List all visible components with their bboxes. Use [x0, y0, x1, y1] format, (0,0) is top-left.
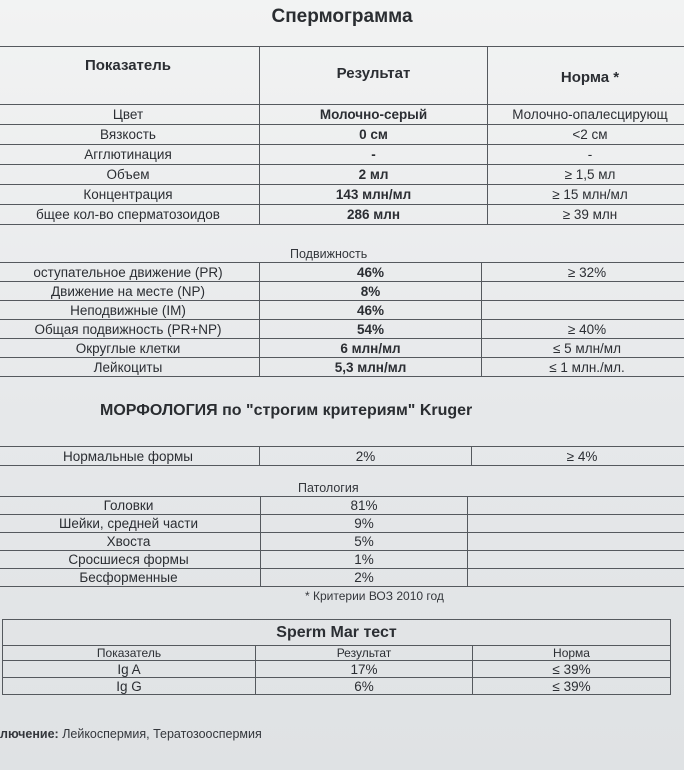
mar-header-norm: Норма: [473, 646, 671, 661]
table-row: [0, 497, 684, 515]
row-norm: [468, 515, 684, 533]
table-row: [0, 301, 684, 320]
table-row: [0, 358, 684, 377]
conclusion-text: Лейкоспермия, Тератозооспермия: [62, 727, 262, 741]
row-norm: ≥ 39 млн: [488, 205, 684, 225]
row-norm: ≤ 39%: [473, 678, 671, 695]
row-name: Шейки, средней части: [0, 515, 261, 533]
normal-forms-result: 2%: [260, 447, 472, 466]
row-result: 286 млн: [260, 205, 488, 225]
row-result: 2%: [261, 569, 468, 587]
table-row: [0, 205, 684, 225]
row-name: Неподвижные (IM): [0, 301, 260, 320]
row-result: 46%: [260, 263, 482, 282]
row-norm: ≥ 1,5 мл: [488, 165, 684, 185]
row-result: Молочно-серый: [260, 105, 488, 125]
table-row: [0, 533, 684, 551]
mar-header-parameter: Показатель: [3, 646, 256, 661]
main-table-header: [0, 47, 684, 105]
row-norm: [468, 551, 684, 569]
table-row: [0, 320, 684, 339]
row-result: 0 см: [260, 125, 488, 145]
mar-test-title: Sperm Mar тест: [3, 620, 671, 646]
pathology-label: Патология: [298, 481, 359, 495]
conclusion: [0, 727, 262, 741]
row-name: оступательное движение (PR): [0, 263, 260, 282]
row-name: Вязкость: [0, 125, 260, 145]
conclusion-label: лючение:: [0, 727, 59, 741]
table-row: [0, 125, 684, 145]
normal-forms-row: [0, 447, 684, 466]
row-result: -: [260, 145, 488, 165]
header-result: Результат: [260, 47, 488, 105]
row-norm: ≥ 32%: [482, 263, 684, 282]
row-norm: [482, 301, 684, 320]
row-name: Лейкоциты: [0, 358, 260, 377]
row-name: Объем: [0, 165, 260, 185]
row-name: Цвет: [0, 105, 260, 125]
row-result: 6 млн/мл: [260, 339, 482, 358]
row-result: 5,3 млн/мл: [260, 358, 482, 377]
header-parameter: Показатель: [0, 47, 260, 105]
table-row: [0, 515, 684, 533]
row-result: 1%: [261, 551, 468, 569]
row-result: 17%: [256, 661, 473, 678]
row-name: Головки: [0, 497, 261, 515]
table-row: [0, 165, 684, 185]
row-name: Сросшиеся формы: [0, 551, 261, 569]
row-name: Хвоста: [0, 533, 261, 551]
row-name: Концентрация: [0, 185, 260, 205]
table-row: [0, 145, 684, 165]
row-norm: [468, 569, 684, 587]
row-norm: [468, 497, 684, 515]
page-title: Спермограмма: [271, 6, 413, 27]
row-name: Округлые клетки: [0, 339, 260, 358]
row-result: 81%: [261, 497, 468, 515]
mar-header-result: Результат: [256, 646, 473, 661]
table-row: [0, 185, 684, 205]
row-result: 143 млн/мл: [260, 185, 488, 205]
row-result: 9%: [261, 515, 468, 533]
row-name: Ig A: [3, 661, 256, 678]
pathology-table: [0, 496, 684, 587]
table-row: [0, 551, 684, 569]
table-row: [0, 263, 684, 282]
row-name: Агглютинация: [0, 145, 260, 165]
normal-forms-norm: ≥ 4%: [472, 447, 684, 466]
footnote: * Критерии ВОЗ 2010 год: [305, 589, 444, 603]
row-norm: [482, 282, 684, 301]
table-row: [3, 661, 671, 678]
row-name: Бесформенные: [0, 569, 261, 587]
normal-forms-name: Нормальные формы: [0, 447, 260, 466]
row-norm: -: [488, 145, 684, 165]
table-row: [3, 678, 671, 695]
row-name: Движение на месте (NP): [0, 282, 260, 301]
row-result: 2 мл: [260, 165, 488, 185]
row-result: 6%: [256, 678, 473, 695]
mar-test-table: [2, 619, 671, 695]
main-results-table: [0, 46, 684, 225]
table-row: [0, 339, 684, 358]
row-result: 54%: [260, 320, 482, 339]
row-result: 8%: [260, 282, 482, 301]
table-row: [0, 105, 684, 125]
motility-table: [0, 262, 684, 377]
row-result: 5%: [261, 533, 468, 551]
motility-label: Подвижность: [290, 247, 368, 261]
table-row: [0, 282, 684, 301]
normal-forms-table: [0, 446, 684, 466]
morphology-title: МОРФОЛОГИЯ по "строгим критериям" Kruger: [100, 402, 473, 419]
header-norm: Норма *: [488, 47, 684, 105]
row-name: Общая подвижность (PR+NP): [0, 320, 260, 339]
row-norm: ≥ 40%: [482, 320, 684, 339]
table-row: [0, 569, 684, 587]
mar-title-row: [3, 620, 671, 646]
row-norm: ≤ 5 млн/мл: [482, 339, 684, 358]
row-norm: ≤ 39%: [473, 661, 671, 678]
row-norm: [468, 533, 684, 551]
row-norm: ≤ 1 млн./мл.: [482, 358, 684, 377]
row-name: бщее кол-во сперматозоидов: [0, 205, 260, 225]
row-name: Ig G: [3, 678, 256, 695]
mar-header-row: [3, 646, 671, 661]
row-norm: <2 см: [488, 125, 684, 145]
row-norm: Молочно-опалесцирующ: [488, 105, 684, 125]
row-norm: ≥ 15 млн/мл: [488, 185, 684, 205]
row-result: 46%: [260, 301, 482, 320]
